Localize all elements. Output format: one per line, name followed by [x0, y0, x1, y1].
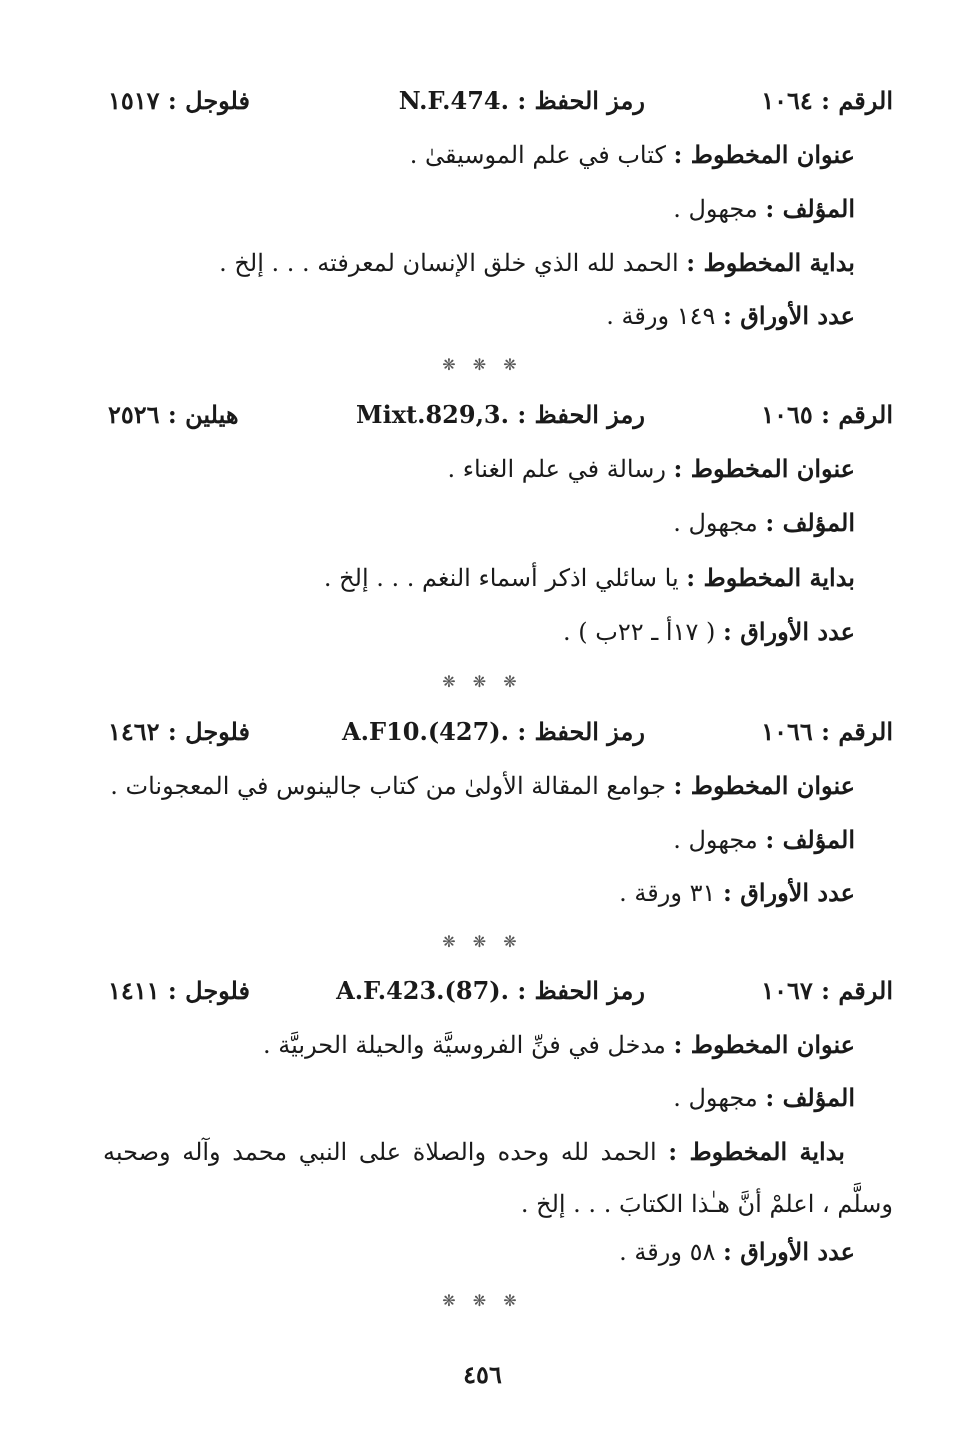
incipit-value: الحمد لله وحده والصلاة على النبي محمد وآله وصحبه وسلَّم ، اعلمْ أنَّ هـٰذا الكتابَ . . . إلخ . — [103, 1138, 893, 1218]
title-line — [447, 454, 855, 483]
catalog-ref — [108, 976, 250, 1005]
folios-value: ( ١٧أ ـ ٢٢ب ) . — [562, 618, 716, 646]
shelfmark-label: رمز الحفظ : — [517, 717, 645, 746]
title-label: عنوان المخطوط : — [673, 771, 855, 800]
title-label: عنوان المخطوط : — [673, 454, 855, 483]
entry-number — [761, 976, 893, 1005]
shelfmark-value: Mixt.829,3. — [356, 400, 509, 429]
author-value: مجهول . — [673, 509, 758, 537]
shelfmark-label: رمز الحفظ : — [517, 400, 645, 429]
entry-number-label: الرقم : — [821, 400, 893, 429]
title-line — [110, 771, 855, 800]
entry-number — [761, 717, 893, 746]
author-line — [673, 825, 855, 854]
folios-label: عدد الأوراق : — [723, 878, 855, 907]
folios-label: عدد الأوراق : — [723, 617, 855, 646]
incipit-label: بداية المخطوط : — [668, 1137, 845, 1166]
entry-number — [761, 86, 893, 115]
shelfmark-label: رمز الحفظ : — [517, 976, 645, 1005]
folios-value: ٥٨ ورقة . — [619, 1238, 716, 1266]
title-value: جوامع المقالة الأولىٰ من كتاب جالينوس في المعجونات . — [110, 772, 666, 800]
catalog-ref — [108, 717, 250, 746]
entry-4-header — [0, 976, 965, 1016]
title-line — [263, 1030, 855, 1059]
catalog-ref-value: ١٤١١ — [108, 976, 160, 1005]
entry-number-value: ١٠٦٦ — [761, 717, 813, 746]
folios-label: عدد الأوراق : — [723, 301, 855, 330]
folios-value: ١٤٩ ورقة . — [606, 302, 716, 330]
title-line — [410, 140, 855, 169]
author-value: مجهول . — [673, 826, 758, 854]
folios-line — [619, 878, 855, 907]
folios-line — [619, 1237, 855, 1266]
incipit-label: بداية المخطوط : — [686, 563, 855, 592]
title-value: رسالة في علم الغناء . — [447, 455, 666, 483]
author-label: المؤلف : — [765, 508, 855, 537]
incipit-paragraph — [103, 1126, 893, 1230]
author-label: المؤلف : — [765, 194, 855, 223]
page-number: ٤٥٦ — [463, 1360, 502, 1389]
entry-number-label: الرقم : — [821, 86, 893, 115]
catalog-ref-value: ٢٥٢٦ — [108, 400, 160, 429]
author-label: المؤلف : — [765, 1083, 855, 1112]
incipit-value: يا سائلي اذكر أسماء النغم . . . إلخ . — [323, 564, 679, 592]
incipit-line — [324, 563, 855, 592]
entry-number-value: ١٠٦٤ — [761, 86, 813, 115]
entry-3-header — [0, 717, 965, 757]
folios-label: عدد الأوراق : — [723, 1237, 855, 1266]
author-line — [673, 1083, 855, 1112]
entry-1-header — [0, 86, 965, 126]
incipit-label: بداية المخطوط : — [686, 248, 855, 277]
shelfmark-value: A.F.423.(87). — [336, 976, 509, 1005]
incipit-line — [219, 248, 855, 277]
shelfmark — [336, 976, 645, 1005]
shelfmark-value: N.F.474. — [398, 86, 509, 115]
title-value: كتاب في علم الموسيقىٰ . — [409, 141, 666, 169]
catalog-ref-label: فلوجل : — [167, 86, 250, 115]
title-label: عنوان المخطوط : — [673, 140, 855, 169]
author-line — [673, 194, 855, 223]
shelfmark — [342, 717, 645, 746]
catalog-ref-label: فلوجل : — [167, 976, 250, 1005]
title-label: عنوان المخطوط : — [673, 1030, 855, 1059]
catalog-ref — [108, 400, 239, 429]
entry-number-value: ١٠٦٥ — [761, 400, 813, 429]
folios-line — [606, 301, 855, 330]
author-value: مجهول . — [673, 1084, 758, 1112]
entry-number — [761, 400, 893, 429]
separator: ❋ ❋ ❋ — [442, 932, 523, 951]
entry-2-header — [0, 400, 965, 440]
author-label: المؤلف : — [765, 825, 855, 854]
entry-number-label: الرقم : — [821, 976, 893, 1005]
shelfmark-value: A.F10.(427). — [342, 717, 509, 746]
author-value: مجهول . — [673, 195, 758, 223]
catalog-ref-label: هيلين : — [167, 400, 239, 429]
entry-number-value: ١٠٦٧ — [761, 976, 813, 1005]
separator: ❋ ❋ ❋ — [442, 672, 523, 691]
separator: ❋ ❋ ❋ — [442, 355, 523, 374]
folios-line — [563, 617, 855, 646]
catalog-ref-value: ١٥١٧ — [108, 86, 160, 115]
entry-number-label: الرقم : — [821, 717, 893, 746]
title-value: مدخل في فنِّ الفروسيَّة والحيلة الحربيَّة . — [263, 1031, 666, 1059]
folios-value: ٣١ ورقة . — [619, 879, 716, 907]
incipit-value: الحمد لله الذي خلق الإنسان لمعرفته . . . إلخ . — [219, 249, 679, 277]
shelfmark-label: رمز الحفظ : — [517, 86, 645, 115]
catalog-ref — [108, 86, 250, 115]
author-line — [673, 508, 855, 537]
shelfmark — [356, 400, 645, 429]
catalog-ref-value: ١٤٦٢ — [108, 717, 160, 746]
catalog-ref-label: فلوجل : — [167, 717, 250, 746]
shelfmark — [399, 86, 645, 115]
separator: ❋ ❋ ❋ — [442, 1291, 523, 1310]
